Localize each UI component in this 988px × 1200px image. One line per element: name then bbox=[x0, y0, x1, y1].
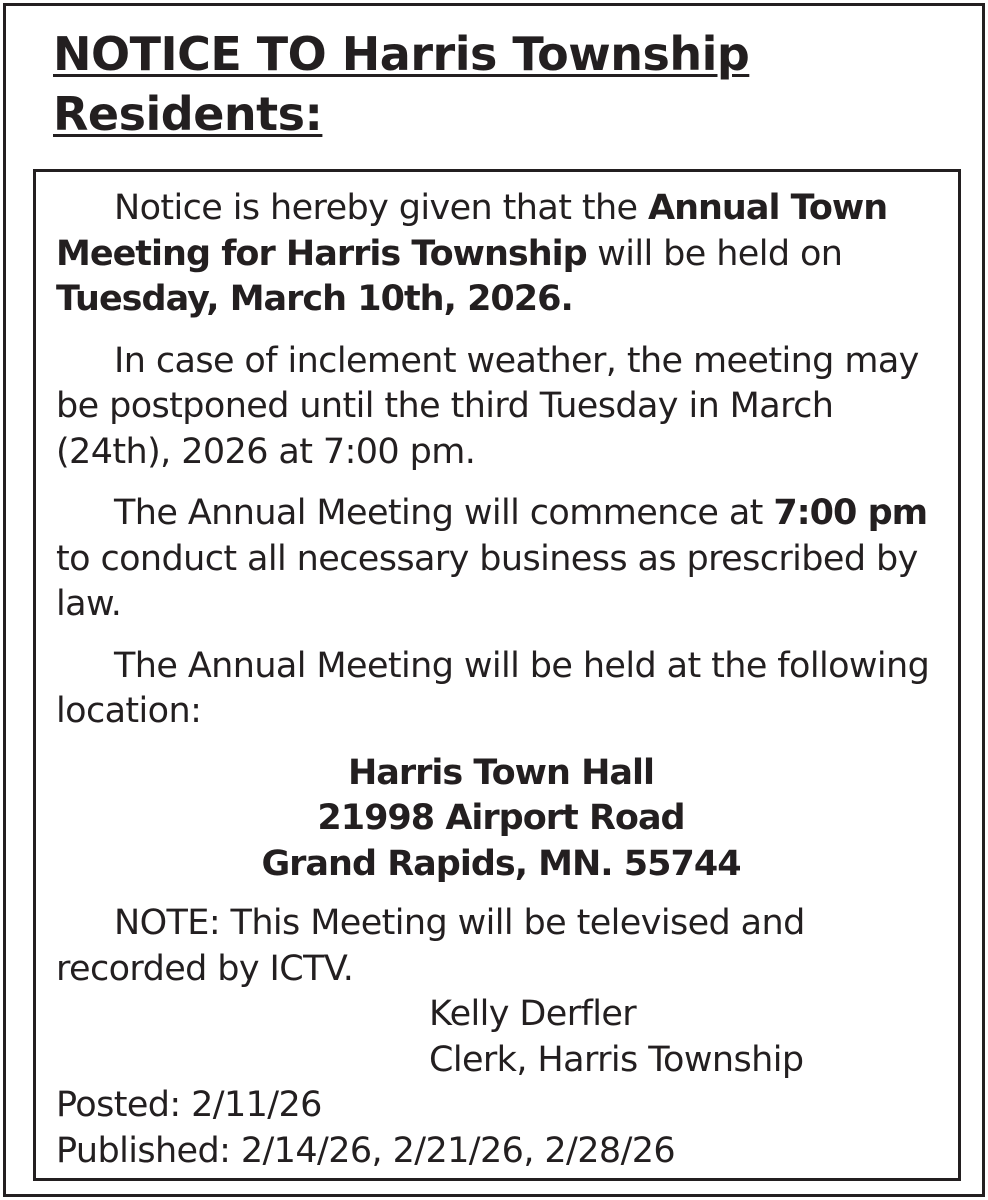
meeting-date: Tuesday, March 10th, 2026. bbox=[56, 279, 573, 319]
notice-title: NOTICE TO Harris Township Residents: bbox=[53, 27, 750, 141]
paragraph-location-intro: The Annual Meeting will be held at the following location: bbox=[56, 645, 930, 731]
paragraph-televised-note: NOTE: This Meeting will be televised and recorded by ICTV. bbox=[56, 903, 805, 989]
announcement-text-1: Notice is hereby given that the bbox=[114, 188, 649, 228]
notice-outer-frame bbox=[3, 3, 985, 1197]
clerk-title: Clerk, Harris Township bbox=[429, 1039, 804, 1080]
commence-time: 7:00 pm bbox=[773, 493, 928, 533]
address-city: Grand Rapids, MN. 55744 bbox=[261, 843, 741, 884]
commence-text-2: to conduct all necessary business as prescribed by law. bbox=[56, 538, 918, 624]
commence-text-1: The Annual Meeting will commence at bbox=[114, 493, 774, 533]
announcement-text-2: will be held on bbox=[586, 233, 843, 274]
notice-body-box bbox=[33, 169, 961, 1181]
clerk-name: Kelly Derfler bbox=[429, 994, 637, 1034]
posted-date: Posted: 2/11/26 bbox=[56, 1085, 322, 1125]
clerk-signature bbox=[56, 992, 946, 1083]
address-venue: Harris Town Hall bbox=[347, 752, 655, 793]
meeting-name: Annual Town Meeting for Harris Township bbox=[56, 188, 888, 274]
paragraph-meeting-announcement bbox=[56, 186, 946, 323]
published-dates: Published: 2/14/26, 2/21/26, 2/28/26 bbox=[56, 1130, 676, 1171]
publication-dates bbox=[56, 1083, 946, 1174]
paragraph-commence-time bbox=[56, 491, 946, 628]
address-street: 21998 Airport Road bbox=[317, 798, 685, 838]
meeting-address bbox=[56, 751, 946, 888]
paragraph-weather-postponement: In case of inclement weather, the meeting may be postponed until the third Tuesday in March (24th), 2026 at 7:00 pm. bbox=[56, 340, 919, 472]
notice-content bbox=[56, 186, 946, 1174]
